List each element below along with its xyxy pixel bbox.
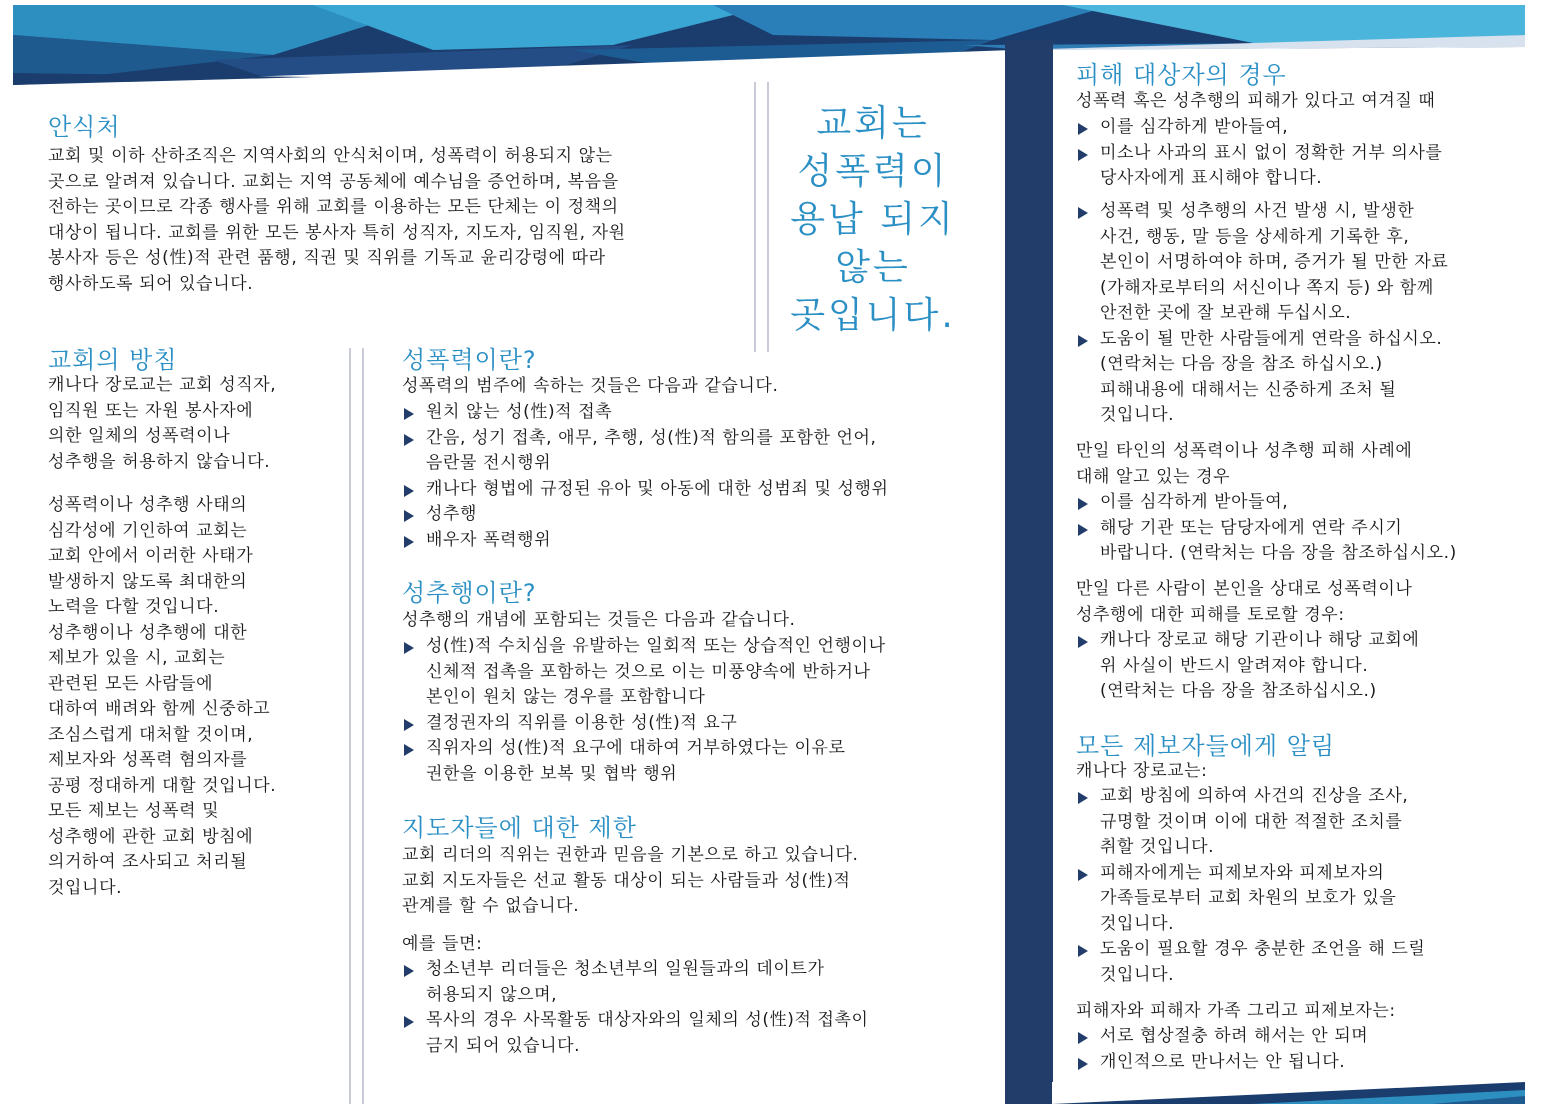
list-item: 간음, 성기 접촉, 애무, 추행, 성(性)적 함의를 포함한 언어, 음란물 전시행위	[402, 426, 889, 477]
list-item: 도움이 될 만한 사람들에게 연락을 하십시오. (연락처는 다음 장을 참조 하십시오.) 피해내용에 대해서는 신중하게 조처 될 것입니다.	[1076, 327, 1448, 429]
list-item: 도움이 필요할 경우 충분한 조언을 해 드릴 것입니다.	[1076, 937, 1425, 988]
reporters-intro: 캐나다 장로교는:	[1076, 761, 1208, 781]
leaders-paragraph: 교회 리더의 직위는 권한과 믿음을 기본으로 하고 있습니다. 교회 지도자들은 선교 활동 대상이 되는 사람들과 성(性)적 관계를 할 수 없습니다.	[402, 845, 859, 916]
triangle-bullet-icon	[404, 744, 414, 756]
list-item: 청소년부 리더들은 청소년부의 일원들과의 데이트가 허용되지 않으며,	[402, 957, 869, 1008]
policy-paragraph-2: 성폭력이나 성추행 사태의 심각성에 기인하여 교회는 교회 안에서 이러한 사태가 발생하지 않도록 최대한의 노력을 다할 것입니다. 성추행이나 성추행에 대한 제보가 있을 시, 교회는 관련된 모든 사람들에 대하여 배려와 함께 신중하고 조심스럽게 대처할 것이며, 제보자와 성폭력 혐의자를 공평 정대하게 대할 것입니다. 모든 제보는 성폭력 및 성추행에 관한 교회 방침에 의거하여 조사되고 처리될 것입니다.	[48, 495, 277, 898]
triangle-bullet-icon	[1078, 869, 1088, 881]
reporters-list	[1076, 784, 1425, 988]
list-item: 서로 협상절충 하려 해서는 안 되며	[1076, 1024, 1368, 1050]
triangle-bullet-icon	[1078, 207, 1088, 219]
footer-band	[1052, 1082, 1525, 1104]
triangle-bullet-icon	[1078, 123, 1088, 135]
victim-list-a	[1076, 115, 1442, 192]
sexual-violence-list	[402, 400, 889, 553]
sexual-violence-intro: 성폭력의 범주에 속하는 것들은 다음과 같습니다.	[402, 376, 779, 396]
policy-paragraph-1: 캐나다 장로교는 교회 성직자, 임직원 또는 자원 봉사자에 의한 일체의 성폭력이나 성추행을 허용하지 않습니다.	[48, 375, 277, 472]
callout-quote: 교회는 성폭력이 용납 되지 않는 곳입니다.	[790, 103, 956, 336]
reporters-heading: 모든 제보자들에게 알림	[1076, 732, 1336, 760]
list-item: 결정권자의 직위를 이용한 성(性)적 요구	[402, 711, 886, 737]
divider-line	[754, 82, 756, 352]
list-item: 성폭력 및 성추행의 사건 발생 시, 발생한 사건, 행동, 말 등을 상세하게 기록한 후, 본인이 서명하여야 하며, 증거가 될 만한 자료 (가해자로부터의 서신이나 쪽지 등) 와 함께 안전한 곳에 잘 보관해 두십시오.	[1076, 199, 1448, 327]
victim-list-c	[1076, 490, 1457, 567]
reporters-paragraph-2: 피해자와 피해자 가족 그리고 피제보자는:	[1076, 1001, 1396, 1021]
victim-paragraph-2: 만일 타인의 성폭력이나 성추행 피해 사례에 대해 알고 있는 경우	[1076, 441, 1413, 487]
triangle-bullet-icon	[404, 510, 414, 522]
list-item: 이를 심각하게 받아들여,	[1076, 115, 1442, 141]
divider-line	[362, 348, 364, 1104]
leaders-list	[402, 957, 869, 1059]
victim-heading: 피해 대상자의 경우	[1076, 61, 1287, 89]
triangle-bullet-icon	[1078, 335, 1088, 347]
list-item: 개인적으로 만나서는 안 됩니다.	[1076, 1050, 1368, 1076]
list-item: 성(性)적 수치심을 유발하는 일회적 또는 상습적인 언행이나 신체적 접촉을 포함하는 것으로 이는 미풍양속에 반하거나 본인이 원치 않는 경우를 포함합니다	[402, 634, 886, 711]
triangle-bullet-icon	[404, 485, 414, 497]
list-item: 이를 심각하게 받아들여,	[1076, 490, 1457, 516]
victim-intro: 성폭력 혹은 성추행의 피해가 있다고 여겨질 때	[1076, 91, 1436, 111]
triangle-bullet-icon	[404, 642, 414, 654]
triangle-bullet-icon	[404, 536, 414, 548]
harassment-heading: 성추행이란?	[402, 579, 537, 607]
leaders-example-label: 예를 들면:	[402, 934, 483, 954]
list-item: 캐나다 형법에 규정된 유아 및 아동에 대한 성범죄 및 성행위	[402, 477, 889, 503]
triangle-bullet-icon	[1078, 792, 1088, 804]
list-item: 교회 방침에 의하여 사건의 진상을 조사, 규명할 것이며 이에 대한 적절한 조치를 취할 것입니다.	[1076, 784, 1425, 861]
list-item: 캐나다 장로교 해당 기관이나 해당 교회에 위 사실이 반드시 알려져야 합니다. (연락처는 다음 장을 참조하십시오.)	[1076, 628, 1419, 705]
list-item: 직위자의 성(性)적 요구에 대하여 거부하였다는 이유로 권한을 이용한 보복 및 협박 행위	[402, 736, 886, 787]
sanctuary-paragraph: 교회 및 이하 산하조직은 지역사회의 안식처이며, 성폭력이 허용되지 않는 곳으로 알려져 있습니다. 교회는 지역 공동체에 예수님을 증언하며, 복음을 전하는 곳이므로 각종 행사를 위해 교회를 이용하는 모든 단체는 이 정책의 대상이 됩니다. 교회를 위한 모든 봉사자 특히 성직자, 지도자, 임직원, 자원 봉사자 등은 성(性)적 관련 품행, 직권 및 직위를 기독교 윤리강령에 따라 행사하도록 되어 있습니다.	[48, 146, 626, 294]
harassment-list	[402, 634, 886, 787]
header-banner	[13, 5, 1525, 85]
leaders-heading: 지도자들에 대한 제한	[402, 814, 637, 842]
triangle-bullet-icon	[1078, 1058, 1088, 1070]
triangle-bullet-icon	[404, 1016, 414, 1028]
triangle-bullet-icon	[404, 965, 414, 977]
list-item: 성추행	[402, 502, 889, 528]
divider-line	[349, 348, 351, 1104]
list-item: 미소나 사과의 표시 없이 정확한 거부 의사를 당사자에게 표시해야 합니다.	[1076, 141, 1442, 192]
triangle-bullet-icon	[1078, 636, 1088, 648]
sanctuary-heading: 안식처	[48, 113, 121, 141]
triangle-bullet-icon	[1078, 945, 1088, 957]
sexual-violence-heading: 성폭력이란?	[402, 346, 537, 374]
triangle-bullet-icon	[1078, 1032, 1088, 1044]
column-divider-band	[1005, 40, 1053, 1104]
triangle-bullet-icon	[1078, 498, 1088, 510]
policy-heading: 교회의 방침	[48, 346, 178, 374]
triangle-bullet-icon	[404, 719, 414, 731]
list-item: 원치 않는 성(性)적 접촉	[402, 400, 889, 426]
triangle-bullet-icon	[1078, 524, 1088, 536]
victim-paragraph-3: 만일 다른 사람이 본인을 상대로 성폭력이나 성추행에 대한 피해를 토로할 경우:	[1076, 579, 1413, 625]
reporters-list-2	[1076, 1024, 1368, 1075]
list-item: 목사의 경우 사목활동 대상자와의 일체의 성(性)적 접촉이 금지 되어 있습니다.	[402, 1008, 869, 1059]
victim-list-d	[1076, 628, 1419, 705]
list-item: 배우자 폭력행위	[402, 528, 889, 554]
triangle-bullet-icon	[1078, 149, 1088, 161]
list-item: 피해자에게는 피제보자와 피제보자의 가족들로부터 교회 차원의 보호가 있을 것입니다.	[1076, 861, 1425, 938]
victim-list-b	[1076, 199, 1448, 429]
harassment-intro: 성추행의 개념에 포함되는 것들은 다음과 같습니다.	[402, 610, 796, 630]
triangle-bullet-icon	[404, 434, 414, 446]
divider-line	[767, 82, 769, 352]
list-item: 해당 기관 또는 담당자에게 연락 주시기 바랍니다. (연락처는 다음 장을 참조하십시오.)	[1076, 516, 1457, 567]
triangle-bullet-icon	[404, 408, 414, 420]
